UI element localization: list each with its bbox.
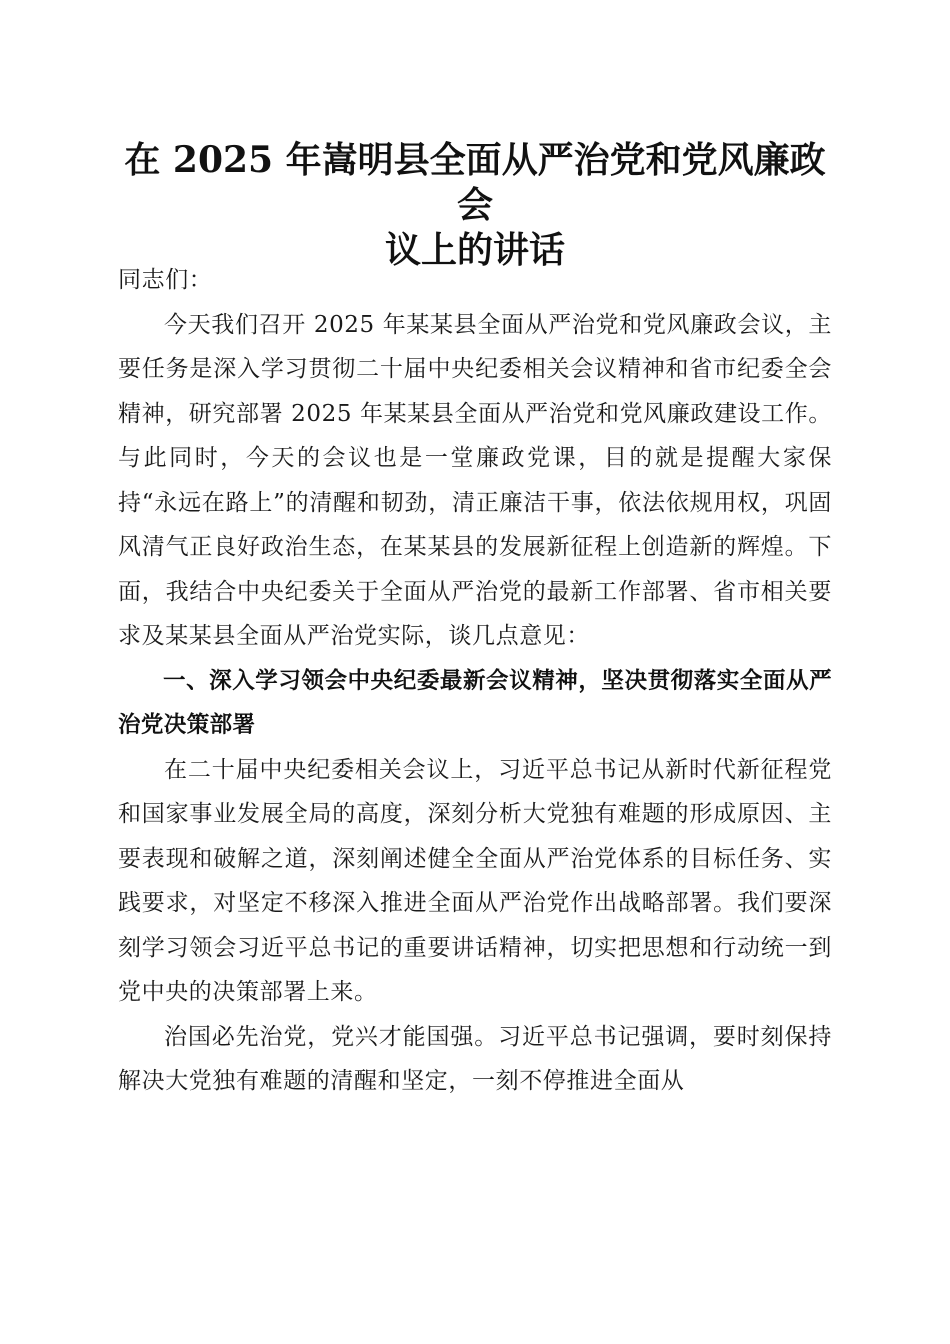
intro-paragraph: 今天我们召开 2025 年某某县全面从严治党和党风廉政会议，主要任务是深入学习贯彻二十届中央纪委相关会议精神和省市纪委全会精神，研究部署 2025 年某某县全面从严治党和党风廉政建设工作。与此同时，今天的会议也是一堂廉政党课，目的就是提醒大家保持“永远在路上”的清醒和韧劲，清正廉洁干事，依法依规用权，巩固风清气正良好政治生态，在某某县的发展新征程上创造新的辉煌。下面，我结合中央纪委关于全面从严治党的最新工作部署、省市相关要求及某某县全面从严治党实际，谈几点意见：	[118, 311, 832, 649]
document-body	[118, 258, 832, 1104]
section1-paragraph-1: 在二十届中央纪委相关会议上，习近平总书记从新时代新征程党和国家事业发展全局的高度，深刻分析大党独有难题的形成原因、主要表现和破解之道，深刻阐述健全全面从严治党体系的目标任务、实践要求，对坚定不移深入推进全面从严治党作出战略部署。我们要深刻学习领会习近平总书记的重要讲话精神，切实把思想和行动统一到党中央的决策部署上来。	[118, 756, 832, 1005]
section-heading-1: 一、深入学习领会中央纪委最新会议精神，坚决贯彻落实全面从严治党决策部署	[118, 667, 832, 738]
salutation: 同志们：	[118, 267, 213, 293]
section1-paragraph-2: 治国必先治党，党兴才能国强。习近平总书记强调，要时刻保持解决大党独有难题的清醒和坚定，一刻不停推进全面从	[118, 1023, 832, 1094]
document-title	[118, 138, 832, 273]
title-line-2: 议上的讲话	[384, 229, 565, 271]
title-line-1: 在 2025 年嵩明县全面从严治党和党风廉政会	[124, 139, 826, 226]
